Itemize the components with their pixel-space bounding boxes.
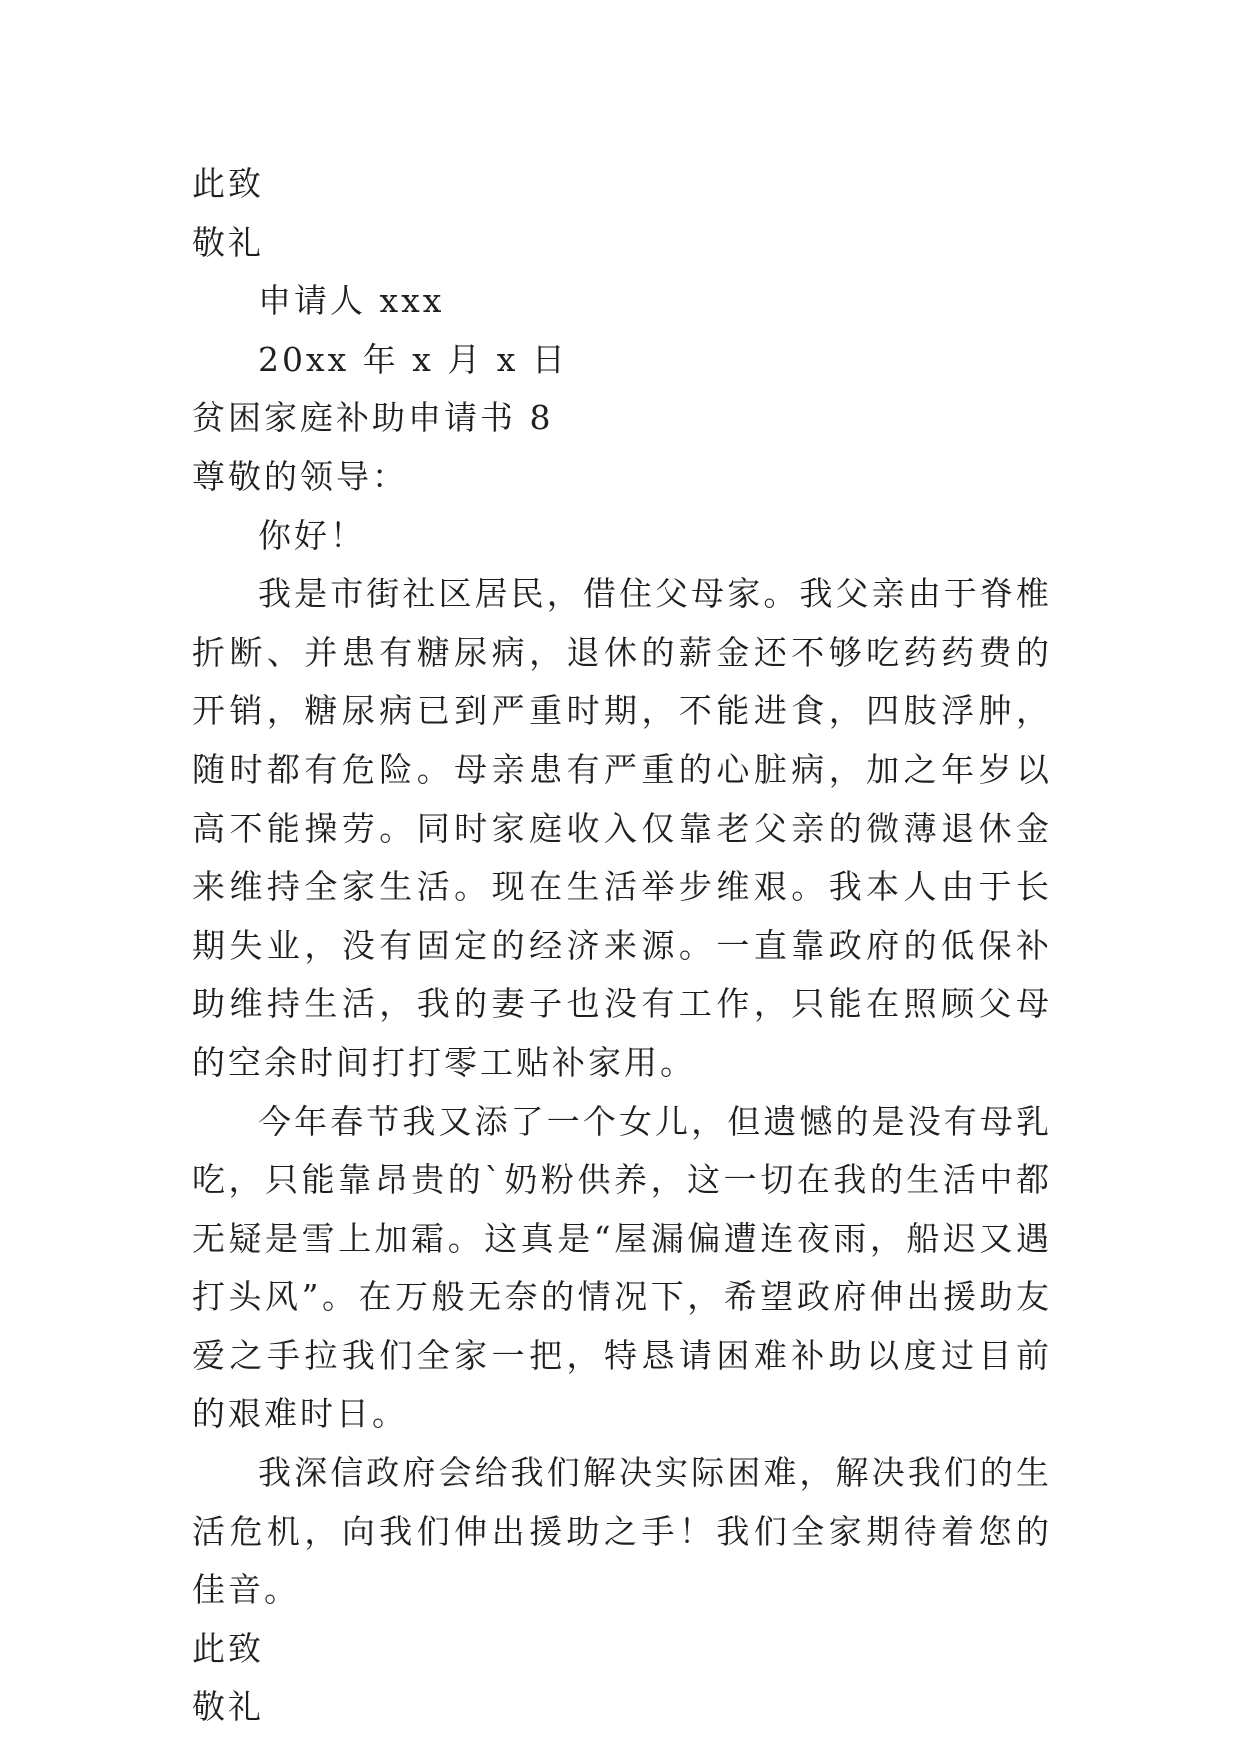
document-body	[192, 155, 1052, 1737]
closing-top-line2: 敬礼	[192, 222, 264, 262]
body-paragraph-3: 我深信政府会给我们解决实际困难，解决我们的生活危机，向我们伸出援助之手！我们全家期待着您的佳音。	[192, 1453, 1052, 1610]
closing-top-line1: 此致	[192, 164, 264, 203]
signature-date: 20xx 年 x 月 x 日	[258, 339, 568, 379]
letter-title: 贫困家庭补助申请书 8	[192, 398, 554, 438]
body-paragraph-1: 我是市街社区居民，借住父母家。我父亲由于脊椎折断、并患有糖尿病，退休的薪金还不够吃药药费的开销，糖尿病已到严重时期，不能进食，四肢浮肿，随时都有危险。母亲患有严重的心脏病，加之年岁以高不能操劳。同时家庭收入仅靠老父亲的微薄退休金来维持全家生活。现在生活举步维艰。我本人由于长期失业，没有固定的经济来源。一直靠政府的低保补助维持生活，我的妻子也没有工作，只能在照顾父母的空余时间打打零工贴补家用。	[192, 574, 1052, 1082]
greeting: 你好！	[258, 515, 366, 555]
closing-bottom-line2: 敬礼	[192, 1687, 264, 1727]
body-paragraph-2: 今年春节我又添了一个女儿，但遗憾的是没有母乳吃，只能靠昂贵的`奶粉供养，这一切在我的生活中都无疑是雪上加霜。这真是“屋漏偏遭连夜雨，船迟又遇打头风”。在万般无奈的情况下，希望政府伸出援助友爱之手拉我们全家一把，特恳请困难补助以度过目前的艰难时日。	[192, 1101, 1052, 1434]
closing-bottom-line1: 此致	[192, 1628, 264, 1668]
salutation: 尊敬的领导：	[192, 456, 408, 496]
applicant-signature: 申请人 xxx	[258, 281, 445, 321]
